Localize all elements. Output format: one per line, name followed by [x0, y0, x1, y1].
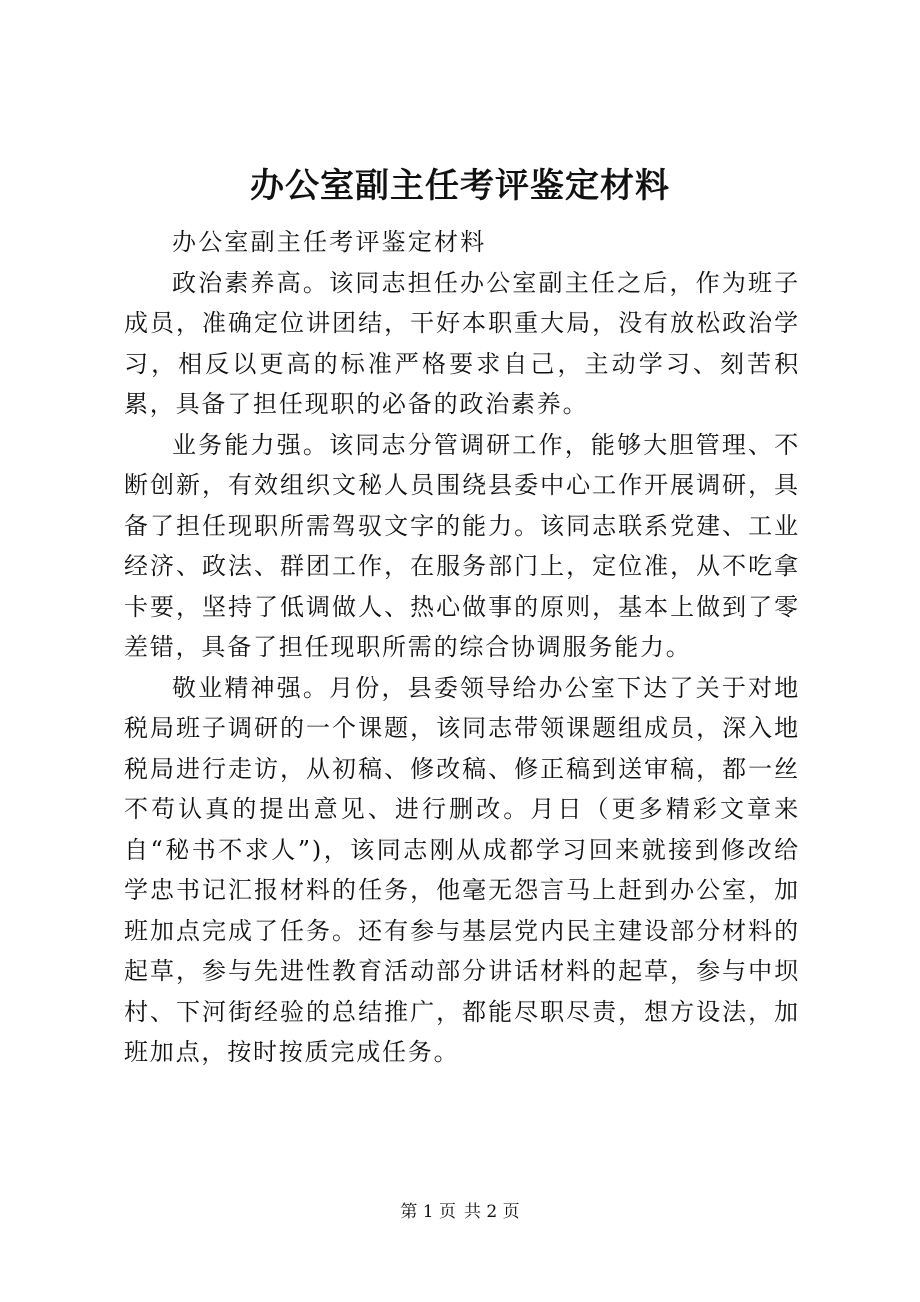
paragraph-political-quality: 政治素养高。该同志担任办公室副主任之后，作为班子成员，准确定位讲团结，干好本职重大局，没有放松政治学习，相反以更高的标准严格要求自己，主动学习、刻苦积累，具备了担任现职的必备的政治素养。 — [124, 268, 800, 418]
paragraph-business-ability: 业务能力强。该同志分管调研工作，能够大胆管理、不断创新，有效组织文秘人员围绕县委中心工作开展调研，具备了担任现职所需驾驭文字的能力。该同志联系党建、工业经济、政法、群团工作，在服务部门上，定位准，从不吃拿卡要，坚持了低调做人、热心做事的原则，基本上做到了零差错，具备了担任现职所需的综合协调服务能力。 — [124, 430, 800, 661]
page-total: 共 2 页 — [464, 1202, 520, 1222]
document-body — [124, 222, 800, 1073]
page-footer — [0, 1198, 920, 1226]
document-subtitle: 办公室副主任考评鉴定材料 — [172, 228, 487, 256]
paragraph-dedication: 敬业精神强。月份，县委领导给办公室下达了关于对地税局班子调研的一个课题，该同志带领课题组成员，深入地税局进行走访，从初稿、修改稿、修正稿到送审稿，都一丝不苟认真的提出意见、进行删改。月日（更多精彩文章来自“秘书不求人”)，该同志刚从成都学习回来就接到修改给学忠书记汇报材料的任务，他毫无怨言马上赶到办公室，加班加点完成了任务。还有参与基层党内民主建设部分材料的起草，参与先进性教育活动部分讲话材料的起草，参与中坝村、下河街经验的总结推广，都能尽职尽责，想方设法，加班加点，按时按质完成任务。 — [124, 673, 800, 1066]
document-title: 办公室副主任考评鉴定材料 — [250, 166, 670, 206]
page-number: 第 1 页 — [400, 1202, 456, 1222]
